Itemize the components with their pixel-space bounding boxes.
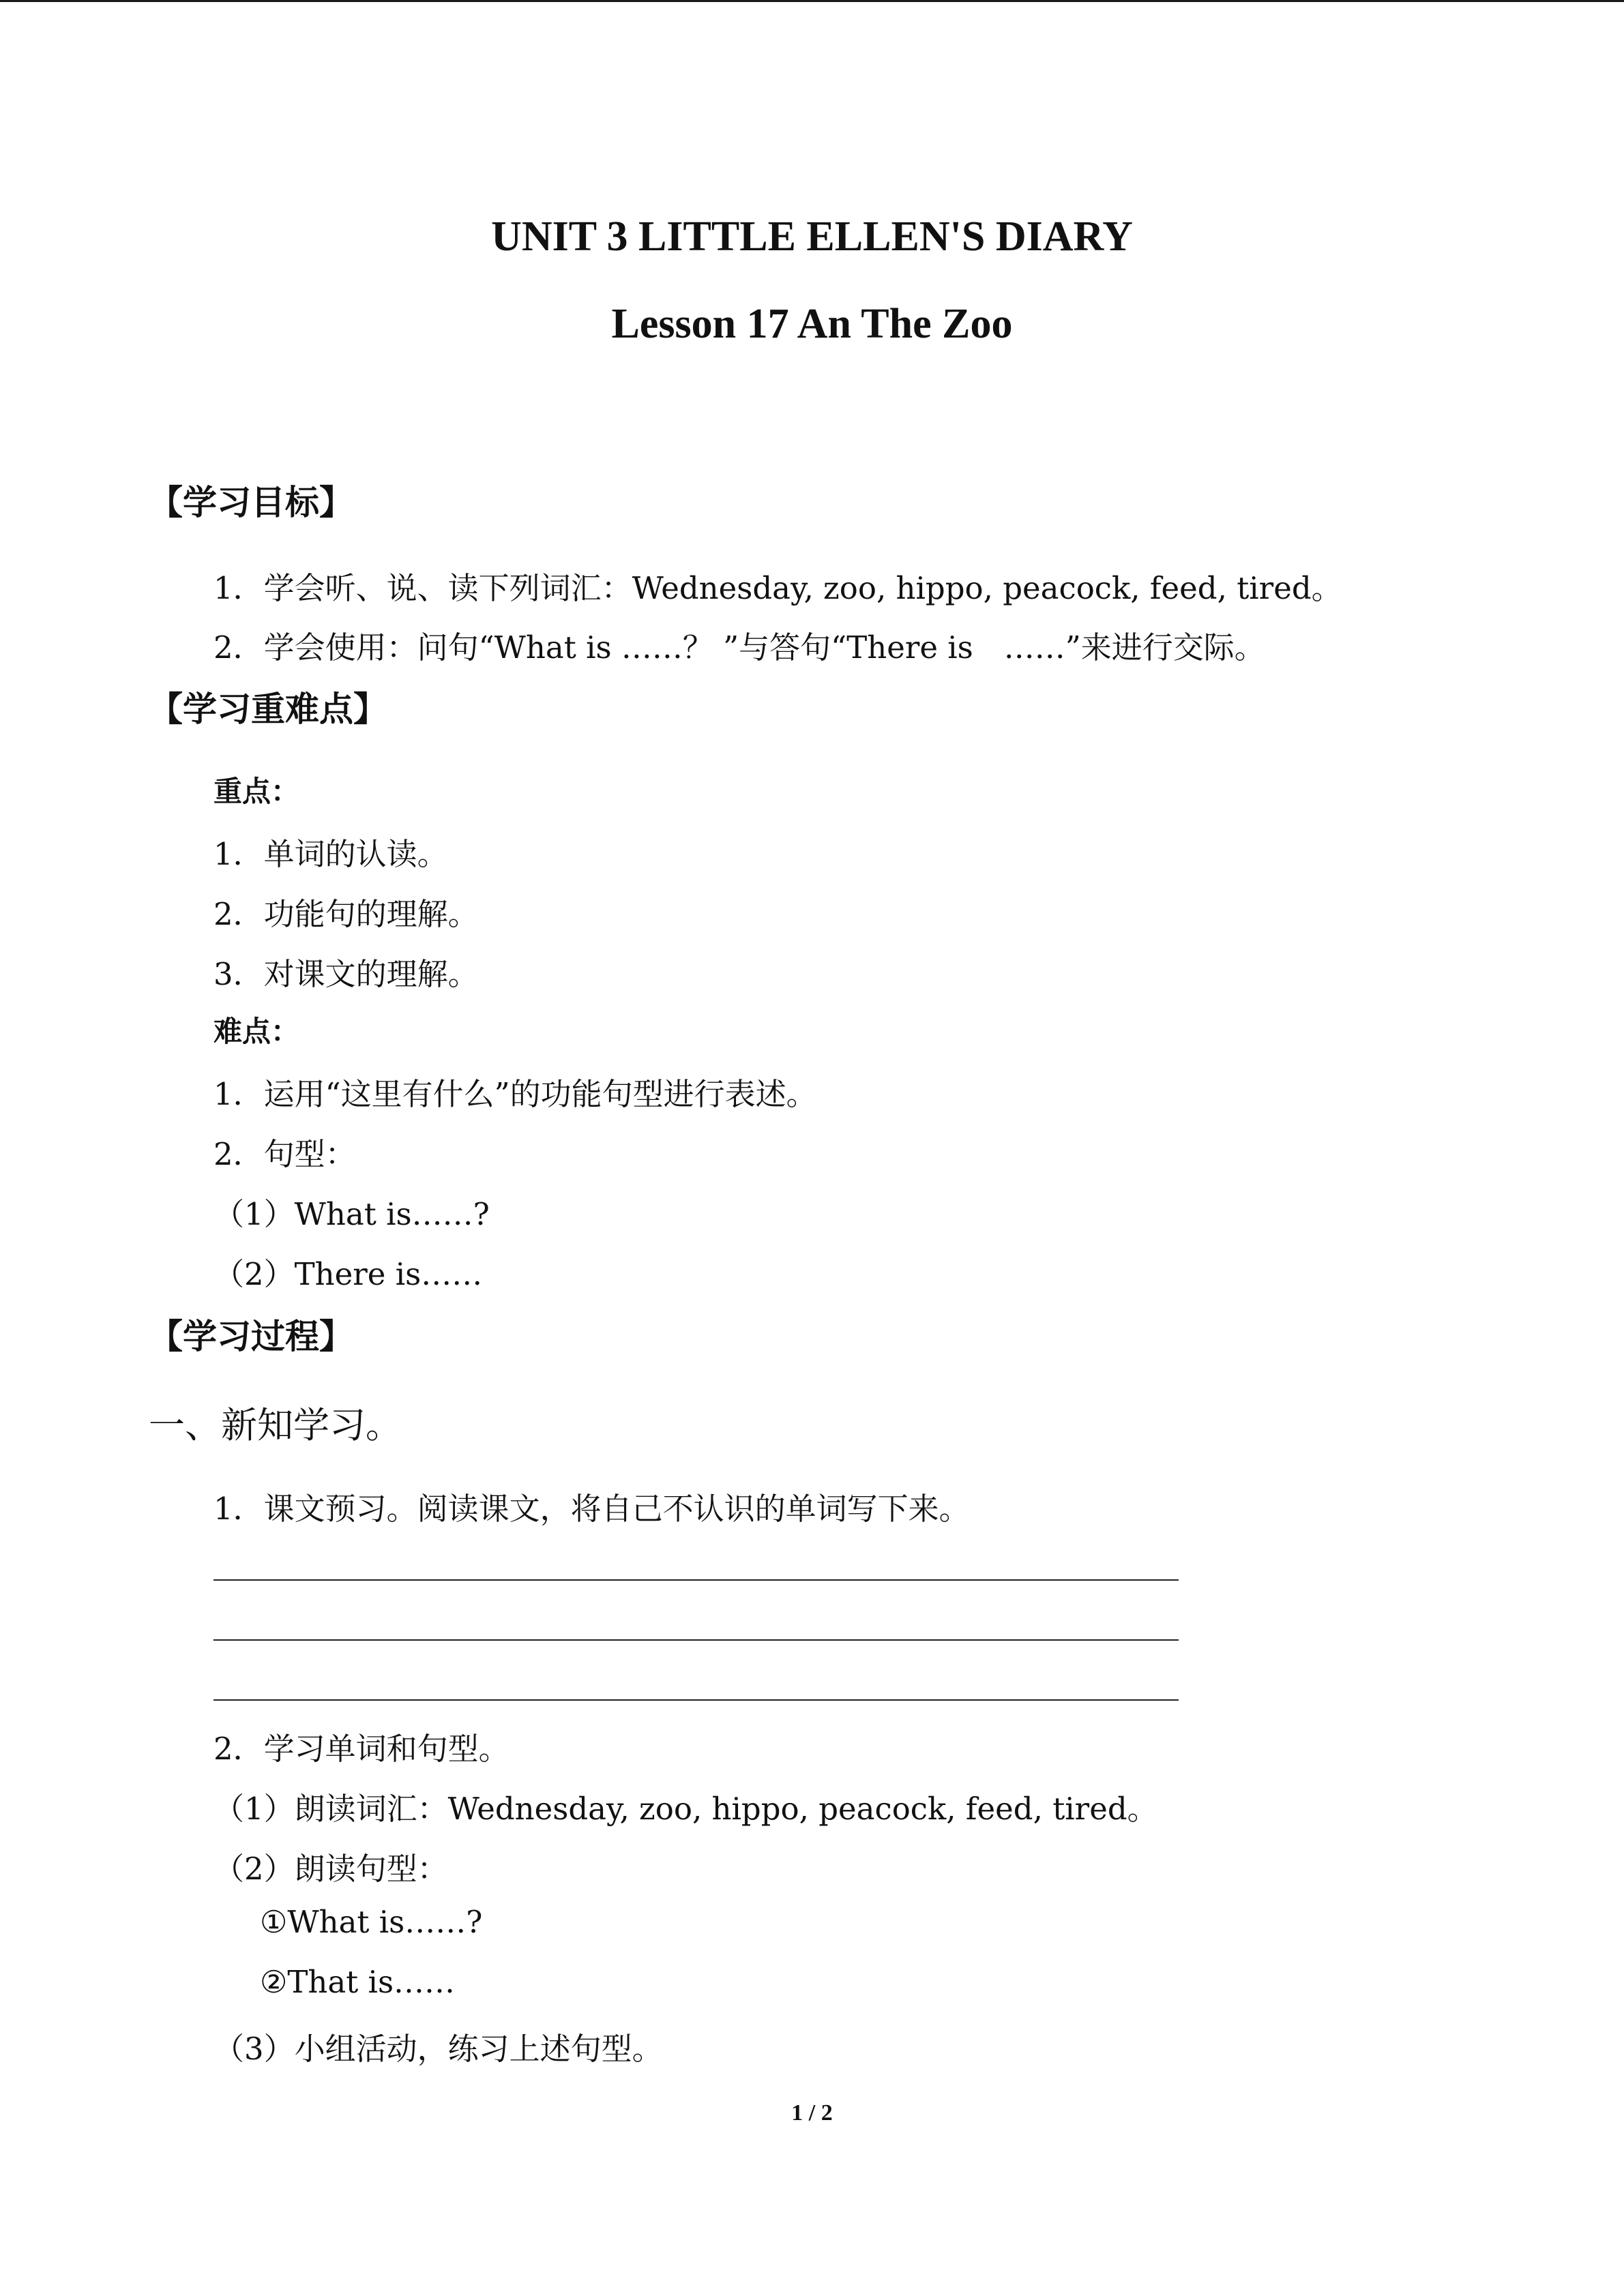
answer-line (213, 1639, 1179, 1641)
answer-line (213, 1579, 1179, 1581)
difficult-item: 2．句型： (213, 1136, 356, 1172)
key-item: 1．单词的认读。 (213, 836, 448, 872)
difficult-label: 难点： (213, 1015, 300, 1048)
page-top-border (0, 0, 1624, 2)
step2-item: （2）朗读句型： (213, 1851, 448, 1887)
key-item: 2．功能句的理解。 (213, 896, 479, 932)
difficult-item: （2）There is…… (213, 1256, 483, 1292)
step2-item: （3）小组活动，练习上述句型。 (213, 2031, 663, 2067)
section-keypoints-heading: 【学习重难点】 (149, 689, 387, 729)
step1-text: 1．课文预习。阅读课文，将自己不认识的单词写下来。 (213, 1491, 970, 1527)
objective-item: 2．学会使用：问句“What is ……？ ”与答句“There is ……”来进行交际。 (213, 629, 1265, 666)
objective-item: 1．学会听、说、读下列词汇：Wednesday, zoo, hippo, peacock, feed, tired。 (213, 570, 1342, 606)
section-objectives-heading: 【学习目标】 (149, 483, 353, 522)
lesson-title: Lesson 17 An The Zoo (611, 301, 1013, 347)
difficult-item: 1．运用“这里有什么”的功能句型进行表述。 (213, 1076, 817, 1112)
step2-sentence: ②That is…… (260, 1964, 456, 2000)
part1-heading: 一、新知学习。 (149, 1405, 402, 1446)
key-label: 重点： (213, 775, 300, 808)
page-number: 1 / 2 (791, 2100, 833, 2126)
step2-item: （1）朗读词汇：Wednesday, zoo, hippo, peacock, feed, tired。 (213, 1791, 1158, 1827)
key-item: 3．对课文的理解。 (213, 956, 479, 992)
document-title: UNIT 3 LITTLE ELLEN'S DIARY (491, 213, 1133, 260)
step2-sentence: ①What is……? (260, 1904, 483, 1940)
step2-text: 2．学习单词和句型。 (213, 1731, 510, 1767)
answer-line (213, 1699, 1179, 1701)
section-process-heading: 【学习过程】 (149, 1317, 353, 1356)
difficult-item: （1）What is……? (213, 1196, 490, 1232)
